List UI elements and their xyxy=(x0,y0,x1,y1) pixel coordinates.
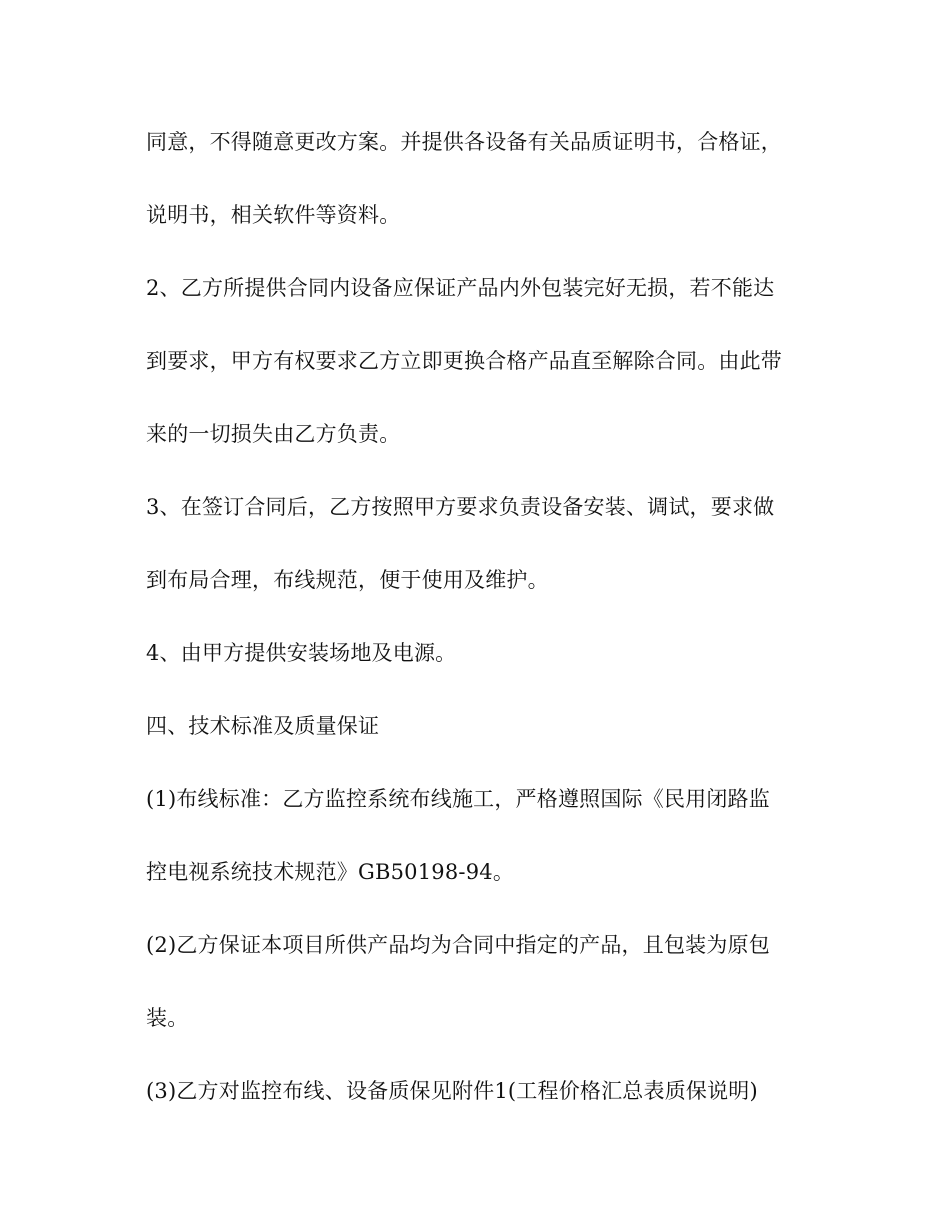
paragraph-line: 4、由甲方提供安装场地及电源。 xyxy=(146,641,457,665)
paragraph-line: 装。 xyxy=(146,1006,189,1030)
paragraph-line: (1)布线标准：乙方监控系统布线施工，严格遵照国际《民用闭路监 xyxy=(146,787,770,811)
paragraph-line: 2、乙方所提供合同内设备应保证产品内外包装完好无损，若不能达 xyxy=(146,276,775,300)
paragraph-line: 到要求，甲方有权要求乙方立即更换合格产品直至解除合同。由此带 xyxy=(146,349,782,373)
paragraph-line: 来的一切损失由乙方负责。 xyxy=(146,422,401,446)
paragraph-line: (3)乙方对监控布线、设备质保见附件1(工程价格汇总表质保说明) xyxy=(146,1079,758,1103)
paragraph-line: 说明书，相关软件等资料。 xyxy=(146,203,401,227)
paragraph-line: (2)乙方保证本项目所供产品均为合同中指定的产品，且包装为原包 xyxy=(146,933,770,957)
paragraph-line: 控电视系统技术规范》GB50198-94。 xyxy=(146,860,515,884)
section-heading: 四、技术标准及质量保证 xyxy=(146,714,380,738)
paragraph-line: 到布局合理，布线规范，便于使用及维护。 xyxy=(146,568,549,592)
paragraph-line: 3、在签订合同后，乙方按照甲方要求负责设备安装、调试，要求做 xyxy=(146,495,775,519)
paragraph-line: 同意，不得随意更改方案。并提供各设备有关品质证明书，合格证， xyxy=(146,130,782,154)
